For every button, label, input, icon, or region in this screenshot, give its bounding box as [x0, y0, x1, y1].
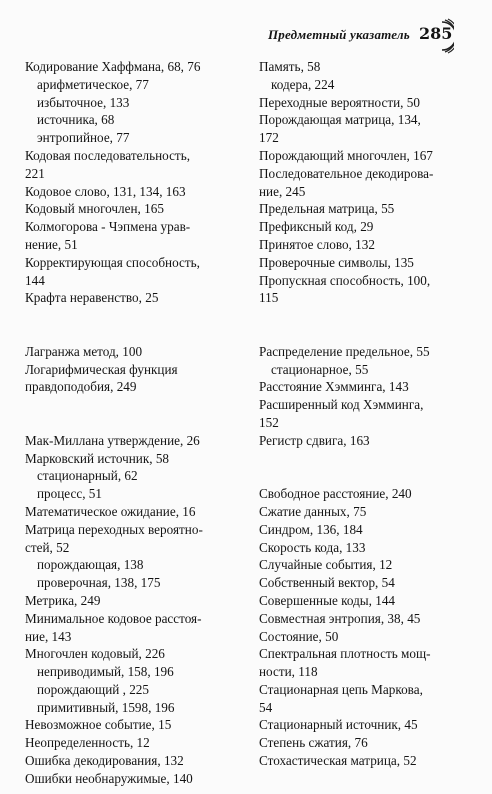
index-entry: Предельная матрица, 55 — [259, 201, 395, 217]
index-entry: Ошибка декодирования, 132 — [25, 753, 184, 769]
page-header — [0, 0, 492, 50]
index-entry: Стационарная цепь Маркова, — [259, 681, 423, 697]
index-entry: Синдром, 136, 184 — [259, 521, 363, 537]
index-subentry: арифметическое, 77 — [37, 76, 149, 92]
index-entry: 172 — [259, 130, 279, 146]
section-gap — [25, 414, 230, 432]
index-entry: Свободное расстояние, 240 — [259, 486, 412, 502]
index-entry: 152 — [259, 414, 279, 430]
index-entry: Колмогорова - Чэпмена урав- — [25, 219, 191, 235]
index-entry: ние, 245 — [259, 183, 306, 199]
index-entry: стей, 52 — [25, 539, 70, 555]
index-subentry: порождающая, 138 — [37, 557, 144, 573]
index-subentry: порождающий , 225 — [37, 681, 149, 697]
index-entry: Распределение предельное, 55 — [259, 343, 430, 359]
section-gap — [259, 325, 455, 343]
index-subentry: неприводимый, 158, 196 — [37, 664, 174, 680]
index-subentry: кодера, 224 — [271, 76, 335, 92]
index-subentry: стационарный, 62 — [37, 468, 138, 484]
index-entry: Проверочные символы, 135 — [259, 254, 414, 270]
index-subentry: проверочная, 138, 175 — [37, 575, 161, 591]
index-entry: Стационарный источник, 45 — [259, 717, 418, 733]
index-entry: Математическое ожидание, 16 — [25, 503, 196, 519]
index-entry: Собственный вектор, 54 — [259, 575, 395, 591]
index-entry: Логарифмическая функция — [25, 361, 178, 377]
index-subentry: источника, 68 — [37, 112, 115, 128]
index-entry: Кодовый многочлен, 165 — [25, 201, 164, 217]
index-entry: Расширенный код Хэмминга, — [259, 397, 424, 413]
index-entry: Минимальное кодовое расстоя- — [25, 610, 202, 626]
page-number: 285 — [419, 24, 453, 43]
index-entry: Совместная энтропия, 38, 45 — [259, 610, 421, 626]
index-subentry: избыточное, 133 — [37, 94, 130, 110]
index-column-right — [259, 58, 455, 770]
index-entry: Крафта неравенство, 25 — [25, 290, 159, 306]
index-entry: Корректирующая способность, — [25, 254, 200, 270]
section-gap — [259, 450, 455, 468]
index-entry: Регистр сдвига, 163 — [259, 432, 370, 448]
index-entry: Кодовая последовательность, — [25, 147, 191, 163]
index-entry: Расстояние Хэмминга, 143 — [259, 379, 409, 395]
index-entry: Неопределенность, 12 — [25, 735, 150, 751]
index-entry: Матрица переходных вероятно- — [25, 521, 203, 537]
index-entry: 144 — [25, 272, 45, 288]
section-gap — [25, 307, 230, 325]
index-entry: Степень сжатия, 76 — [259, 735, 368, 751]
index-entry: Принятое слово, 132 — [259, 236, 375, 252]
index-entry: Кодирование Хаффмана, 68, 76 — [25, 59, 201, 74]
section-gap — [259, 307, 455, 325]
index-entry: Мак-Миллана утверждение, 26 — [25, 432, 200, 448]
index-entry: Порождающий многочлен, 167 — [259, 147, 433, 163]
index-subentry: примитивный, 1598, 196 — [37, 699, 175, 715]
index-entry: нение, 51 — [25, 236, 78, 252]
index-entry: Последовательное декодирова- — [259, 165, 434, 181]
index-entry: Марковский источник, 58 — [25, 450, 170, 466]
index-entry: ние, 143 — [25, 628, 72, 644]
index-entry: Переходные вероятности, 50 — [259, 94, 420, 110]
index-entry: 54 — [259, 699, 273, 715]
index-entry: Память, 58 — [259, 59, 321, 74]
index-entry: Невозможное событие, 15 — [25, 717, 172, 733]
index-entry: Стохастическая матрица, 52 — [259, 753, 417, 769]
running-head: Предметный указатель — [268, 27, 410, 42]
index-entry: Ошибки необнаружимые, 140 — [25, 770, 193, 786]
index-entry: Спектральная плотность мощ- — [259, 646, 431, 662]
index-entry: Пропускная способность, 100, — [259, 272, 431, 288]
index-entry: Порождающая матрица, 134, — [259, 112, 421, 128]
index-column-left — [25, 58, 230, 788]
section-gap — [259, 467, 455, 485]
index-entry: Скорость кода, 133 — [259, 539, 366, 555]
index-entry: Состояние, 50 — [259, 628, 339, 644]
index-entry: Совершенные коды, 144 — [259, 592, 396, 608]
index-entry: Лагранжа метод, 100 — [25, 343, 143, 359]
section-gap — [25, 325, 230, 343]
index-subentry: процесс, 51 — [37, 486, 102, 502]
index-entry: Кодовое слово, 131, 134, 163 — [25, 183, 186, 199]
index-subentry: энтропийное, 77 — [37, 130, 130, 146]
index-entry: 221 — [25, 165, 45, 181]
index-entry: Сжатие данных, 75 — [259, 503, 367, 519]
index-entry: Многочлен кодовый, 226 — [25, 646, 165, 662]
index-entry: Метрика, 249 — [25, 592, 101, 608]
index-entry: Случайные события, 12 — [259, 557, 393, 573]
index-entry: Префиксный код, 29 — [259, 219, 374, 235]
index-entry: ности, 118 — [259, 664, 318, 680]
index-subentry: стационарное, 55 — [271, 361, 369, 377]
index-entry: правдоподобия, 249 — [25, 379, 137, 395]
section-gap — [25, 396, 230, 414]
index-entry: 115 — [259, 290, 279, 306]
